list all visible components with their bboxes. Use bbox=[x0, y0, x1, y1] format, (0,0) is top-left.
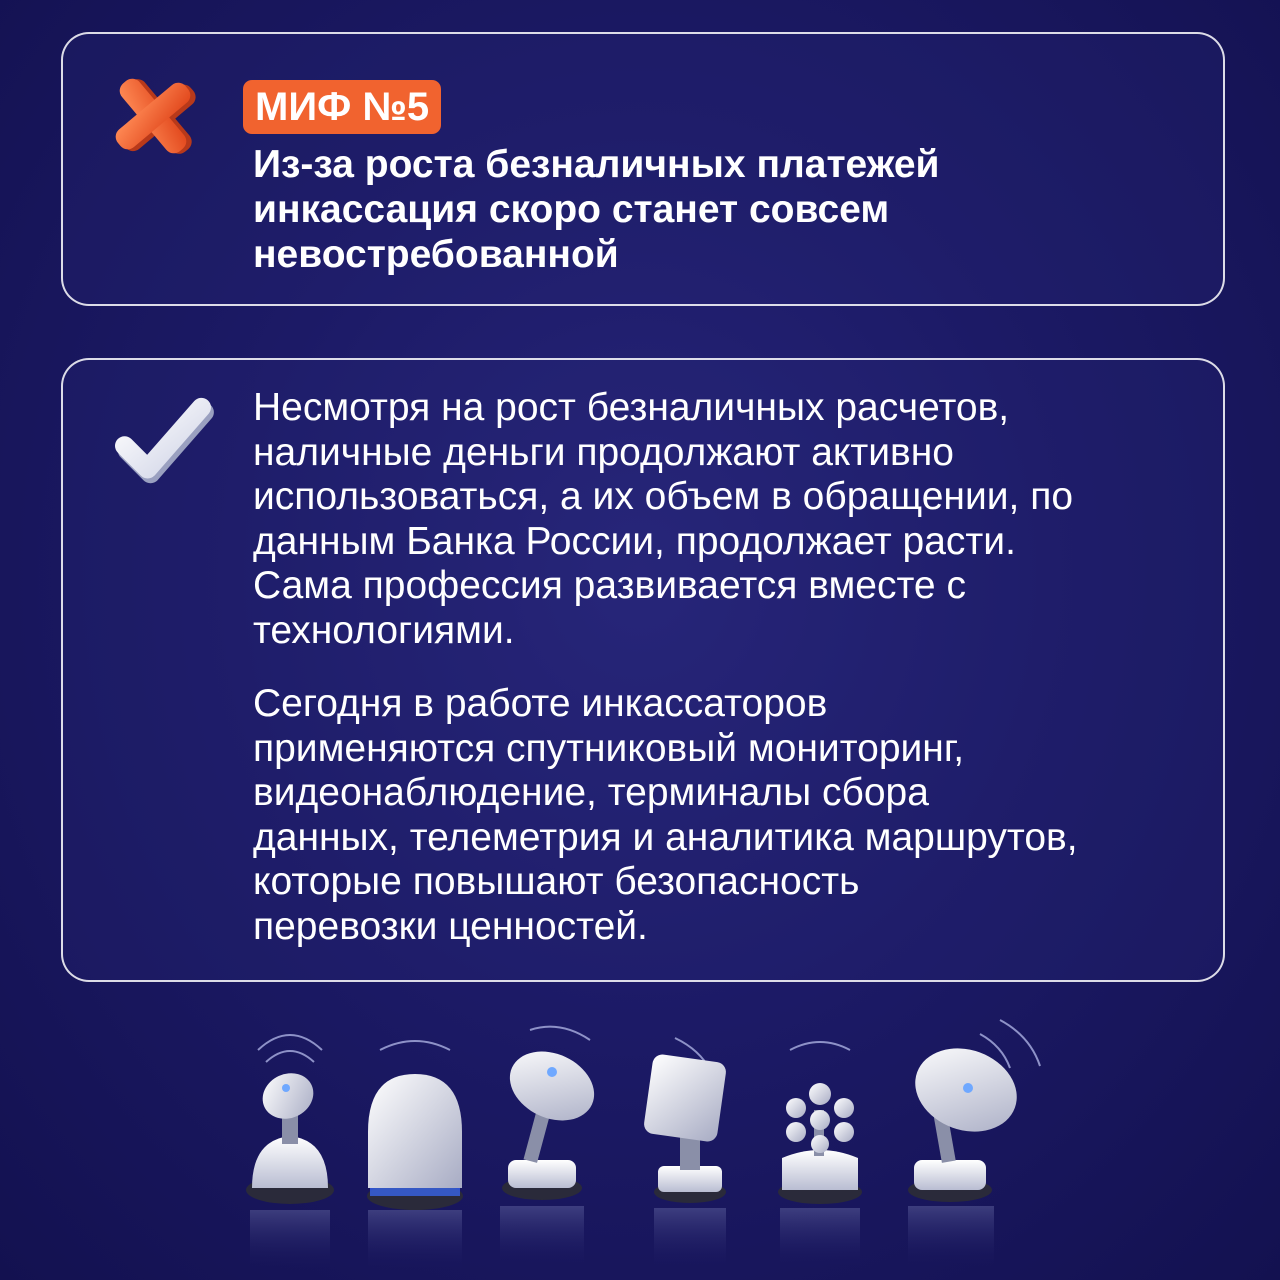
myth-line: инкассация скоро станет совсем bbox=[253, 188, 890, 231]
fact-paragraph-1 bbox=[253, 386, 1213, 653]
antenna-radome bbox=[367, 1041, 463, 1270]
antenna-flat-panel bbox=[643, 1038, 727, 1268]
cross-icon bbox=[105, 68, 201, 164]
antenna-parabolic-dish bbox=[499, 1027, 606, 1266]
fact-line: которые повышают безопасность bbox=[253, 860, 860, 903]
fact-card bbox=[61, 358, 1225, 982]
fact-line: Сама профессия развивается вместе с bbox=[253, 564, 966, 607]
fact-line: видеонаблюдение, терминалы сбора bbox=[253, 771, 929, 814]
fact-line: применяются спутниковый мониторинг, bbox=[253, 726, 965, 770]
fact-paragraph-2 bbox=[253, 682, 1213, 949]
fact-line: Несмотря на рост безналичных расчетов, bbox=[253, 386, 1010, 429]
myth-card bbox=[61, 32, 1225, 306]
fact-line: данным Банка России, продолжает расти. bbox=[253, 519, 1016, 563]
fact-line: использоваться, а их объем в обращении, по bbox=[253, 475, 1074, 518]
myth-line: невостребованной bbox=[253, 233, 619, 276]
myth-line: Из-за роста безналичных платежей bbox=[253, 143, 940, 186]
antenna-dish-small bbox=[246, 1035, 334, 1270]
myth-badge: МИФ №5 bbox=[243, 80, 441, 134]
myth-statement bbox=[253, 142, 1193, 277]
fact-line: Сегодня в работе инкассаторов bbox=[253, 682, 828, 725]
fact-line: данных, телеметрия и аналитика маршрутов, bbox=[253, 815, 1078, 859]
check-icon bbox=[111, 394, 215, 490]
fact-line: технологиями. bbox=[253, 608, 515, 652]
antenna-large-dish bbox=[903, 1020, 1040, 1266]
antenna-sensor-cluster bbox=[778, 1042, 862, 1268]
fact-line: перевозки ценностей. bbox=[253, 904, 648, 948]
fact-line: наличные деньги продолжают активно bbox=[253, 430, 954, 474]
satellite-antennas-illustration bbox=[230, 1010, 1070, 1280]
